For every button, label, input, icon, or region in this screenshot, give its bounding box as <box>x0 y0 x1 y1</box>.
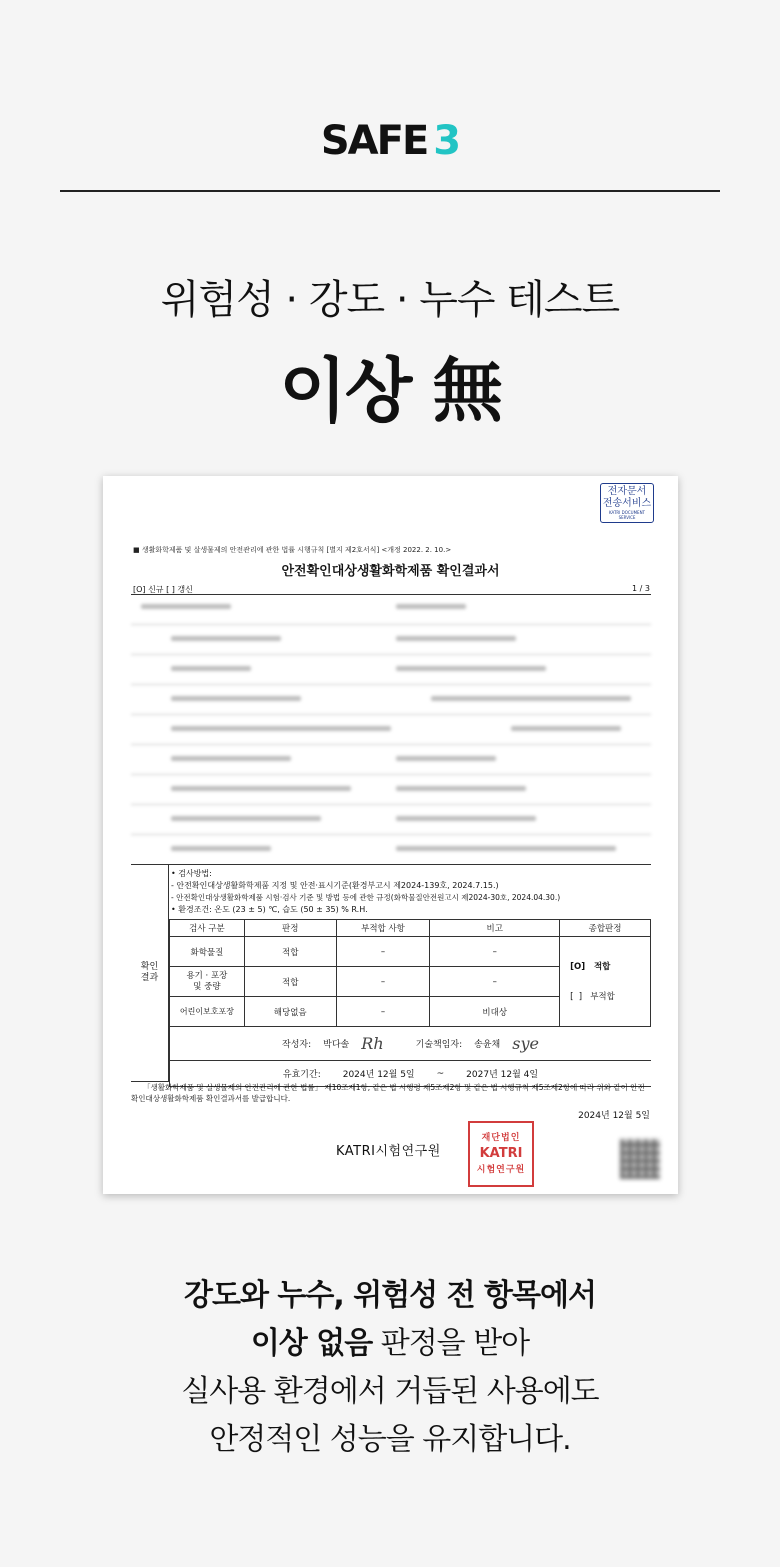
col-category: 검사 구분 <box>170 920 245 937</box>
headline-tests: 위험성 · 강도 · 누수 테스트 <box>160 277 620 323</box>
col-remark: 비고 <box>430 920 560 937</box>
row-nonconformity: – <box>336 937 430 967</box>
tech-name: 송윤채 <box>474 1040 501 1050</box>
results-label <box>131 864 169 1082</box>
row-category: 화학물질 <box>170 937 245 967</box>
summary-line-4: 안정적인 성능을 유지합니다. <box>209 1422 571 1457</box>
row-judgement: 해당없음 <box>244 997 336 1027</box>
results-content <box>169 864 651 1087</box>
stamp-line1: 전자문서 <box>607 486 647 497</box>
seal-top: 재단법인 <box>481 1133 521 1143</box>
row-category: 어린이보호포장 <box>170 997 245 1027</box>
valid-to: 2027년 12월 4일 <box>466 1070 539 1080</box>
method-line: • 검사방법: <box>171 869 212 878</box>
table-row <box>170 937 651 967</box>
summary-strong: 이상 없음 <box>250 1326 373 1361</box>
brand-logo <box>0 118 780 164</box>
summary-line-3: 실사용 환경에서 거듭된 사용에도 <box>181 1374 599 1409</box>
col-overall: 종합판정 <box>560 920 651 937</box>
author-signature: Rh <box>361 1034 384 1053</box>
row-remark: 비대상 <box>430 997 560 1027</box>
results-label-2: 결과 <box>140 973 159 983</box>
summary-line-2 <box>0 1318 780 1362</box>
summary-line-1: 강도와 누수, 위험성 전 항목에서 <box>184 1278 596 1313</box>
row-remark: – <box>430 967 560 997</box>
seal-mid: KATRI <box>479 1146 523 1161</box>
new-renew-flags: [O] 신규 [ ] 갱신 <box>133 585 193 594</box>
official-seal <box>468 1121 534 1187</box>
row-judgement: 적합 <box>244 967 336 997</box>
brand-number: 3 <box>433 118 460 164</box>
results-table <box>169 919 651 1027</box>
method-line: - 안전확인대상생활화학제품 지정 및 안전·표시기준(환경부고시 제2024-139호, 2024.7.15.) <box>171 881 499 890</box>
form-reference: ■ 생활화학제품 및 살생물제의 안전관리에 관한 법률 시행규칙 [별지 제2호서식] <개정 2022. 2. 10.> <box>133 546 452 554</box>
row-judgement: 적합 <box>244 937 336 967</box>
overall-pass: [O] 적합 <box>570 961 611 972</box>
brand-name: SAFE <box>320 118 428 164</box>
tech-label: 기술책임자: <box>415 1040 463 1050</box>
overall-judgement <box>560 937 651 1027</box>
e-document-stamp <box>600 483 654 523</box>
stamp-line2: 전송서비스 <box>602 498 652 509</box>
redacted-applicant-info <box>131 594 651 864</box>
author-name: 박다솔 <box>323 1040 350 1050</box>
issuer-name: KATRI시험연구원 <box>336 1144 441 1159</box>
test-method <box>169 864 651 919</box>
row-nonconformity: – <box>336 997 430 1027</box>
valid-label: 유효기간: <box>282 1070 321 1080</box>
tech-signature: sye <box>512 1034 539 1053</box>
certificate-document <box>103 476 678 1194</box>
row-nonconformity: – <box>336 967 430 997</box>
header-divider <box>60 190 720 192</box>
author-label: 작성자: <box>282 1040 312 1050</box>
col-judgement: 판정 <box>244 920 336 937</box>
issue-date: 2024년 12월 5일 <box>578 1111 650 1121</box>
page-count: 1 / 3 <box>632 584 650 593</box>
col-nonconformity: 부적합 사항 <box>336 920 430 937</box>
legal-statement: 「생활화학제품 및 살생물제의 안전관리에 관한 법률」 제10조제1항, 같은 법 시행령 제5조제2항 및 같은 법 시행규칙 제5조제2항에 따라 위와 같이 안전확인대상생활화학제품 확인결과서를 발급합니다. <box>131 1083 645 1103</box>
qr-code-icon <box>620 1139 660 1179</box>
method-line: - 안전확인대상생활화학제품 시험·검사 기준 및 방법 등에 관한 규정(화학물질안전원고시 제2024-30호, 2024.04.30.) <box>171 893 561 902</box>
headline-result: 이상 無 <box>279 350 501 432</box>
row-remark: – <box>430 937 560 967</box>
signature-row <box>169 1027 651 1061</box>
stamp-sub: KATRI DOCUMENT SERVICE <box>608 510 645 520</box>
valid-sep: ~ <box>436 1068 445 1079</box>
table-header-row <box>170 920 651 937</box>
method-line: • 환경조건: 온도 (23 ± 5) ℃, 습도 (50 ± 35) % R.H. <box>171 905 368 914</box>
results-label-1: 확인 <box>140 962 159 972</box>
seal-bottom: 시험연구원 <box>476 1165 526 1175</box>
overall-fail: [ ] 부적합 <box>570 991 615 1002</box>
row-category: 용기 · 포장 및 중량 <box>170 967 245 997</box>
document-title: 안전확인대상생활화학제품 확인결과서 <box>281 564 500 579</box>
valid-from: 2024년 12월 5일 <box>342 1070 415 1080</box>
summary-rest: 판정을 받아 <box>372 1326 530 1361</box>
